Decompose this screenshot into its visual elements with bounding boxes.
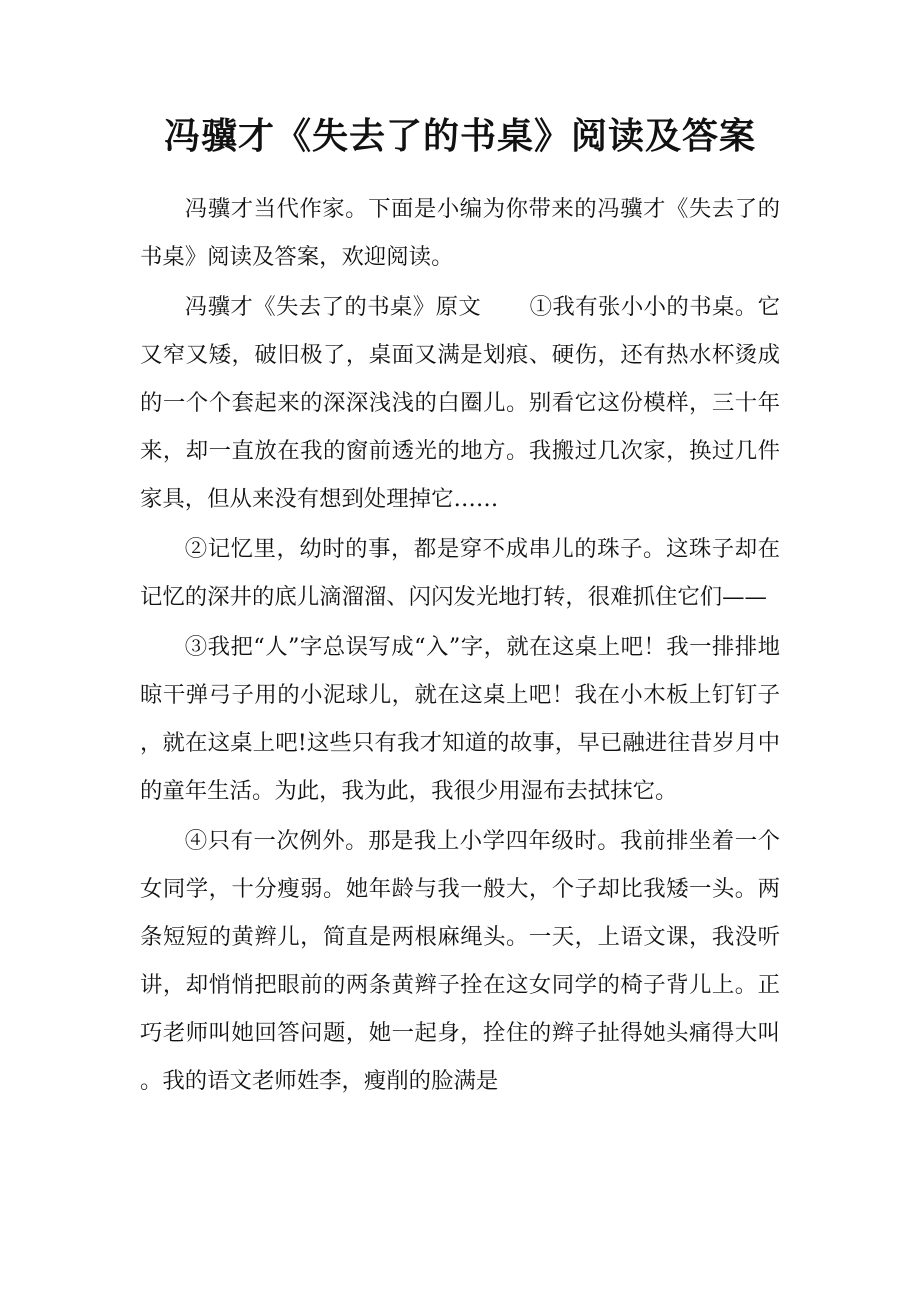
paragraph-4: ④只有一次例外。那是我上小学四年级时。我前排坐着一个女同学，十分瘦弱。她年龄与我一般大，个子却比我矮一头。两条短短的黄辫儿，简直是两根麻绳头。一天，上语文课，我没听讲，却悄悄把眼前的两条黄辫子拴在这女同学的椅子背儿上。正巧老师叫她回答问题，她一起身，拴住的辫子扯得她头痛得大叫。我的语文老师姓李，瘦削的脸满是 — [140, 828, 780, 1094]
paragraph-3: ③我把“人”字总误写成“入”字，就在这桌上吧！我一排排地晾干弹弓子用的小泥球儿，就在这桌上吧！我在小木板上钉钉子，就在这桌上吧!这些只有我才知道的故事，早已融进往昔岁月中的童年生活。为此，我为此，我很少用湿布去拭抹它。 — [140, 634, 780, 804]
source-heading: 冯骥才《失去了的书桌》原文 — [184, 294, 482, 320]
paragraph-2: ②记忆里，幼时的事，都是穿不成串儿的珠子。这珠子却在记忆的深井的底儿滴溜溜、闪闪发光地打转，很难抓住它们—— — [140, 536, 780, 610]
document-page — [140, 105, 780, 1105]
paragraph-1: ①我有张小小的书桌。它又窄又矮，破旧极了，桌面又满是划痕、硬伤，还有热水杯烫成的一个个套起来的深深浅浅的白圈儿。别看它这份模样，三十年来，却一直放在我的窗前透光的地方。我搬过几次家，换过几件家具，但从来没有想到处理掉它…… — [140, 294, 781, 512]
intro-paragraph: 冯骥才当代作家。下面是小编为你带来的冯骥才《失去了的书桌》阅读及答案，欢迎阅读。 — [140, 196, 780, 270]
source-paragraph — [140, 283, 780, 523]
document-title: 冯骥才《失去了的书桌》阅读及答案 — [163, 116, 756, 157]
